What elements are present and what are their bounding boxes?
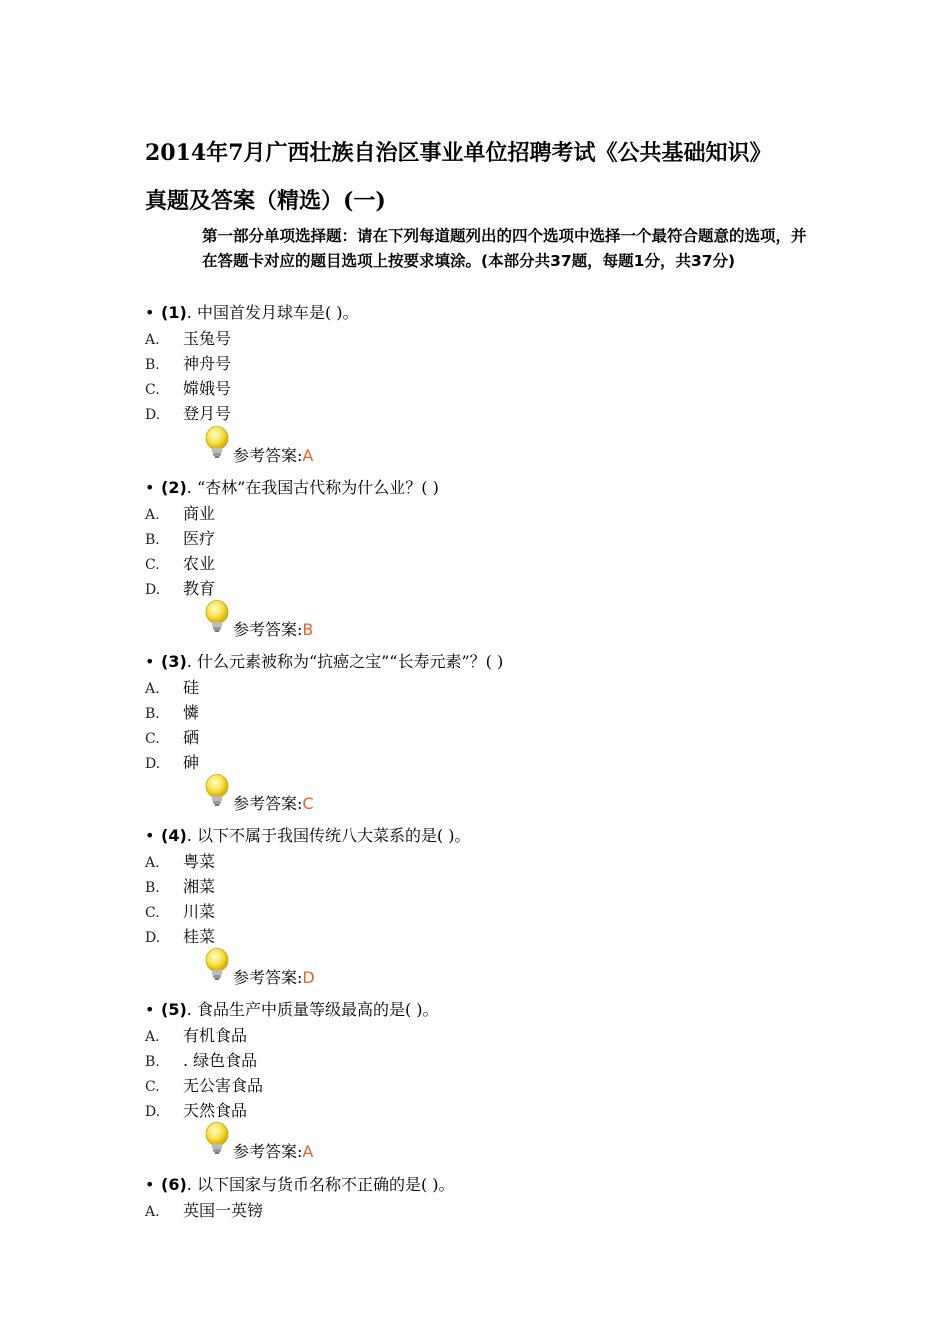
question-number: (1) xyxy=(161,303,187,322)
answer-value: D xyxy=(302,968,315,987)
answer-value: C xyxy=(302,794,314,813)
section-intro: 第一部分单项选择题：请在下列每道题列出的四个选项中选择一个最符合题意的选项，并在答题卡对应的题目选项上按要求填涂。(本部分共37题，每题1分，共37分) xyxy=(202,227,807,270)
lightbulb-icon xyxy=(203,1121,231,1157)
question-number: (5) xyxy=(161,1000,187,1019)
option-b: B. 医疗 xyxy=(145,529,216,548)
option-c: C. 农业 xyxy=(145,554,216,573)
option-c: C. 川菜 xyxy=(145,902,216,921)
option-d: D. 登月号 xyxy=(145,404,232,423)
option-c: C. 硒 xyxy=(145,728,200,747)
option-a: A. 英国一英镑 xyxy=(145,1201,264,1220)
option-d: D. 桂菜 xyxy=(145,927,216,946)
lightbulb-icon xyxy=(203,773,231,809)
option-d: D. 天然食品 xyxy=(145,1101,248,1120)
answer-label: 参考答案: xyxy=(233,446,303,465)
option-b: B. . 绿色食品 xyxy=(145,1051,258,1070)
option-a: A. 商业 xyxy=(145,504,216,523)
question-number: (3) xyxy=(161,652,187,671)
answer-block xyxy=(203,425,503,467)
bullet-icon: • xyxy=(145,478,155,497)
page-title-line-1: 2014年7月广西壮族自治区事业单位招聘考试《公共基础知识》 xyxy=(145,140,772,166)
option-a: A. 有机食品 xyxy=(145,1026,248,1045)
bullet-icon: • xyxy=(145,652,155,671)
question-number: (4) xyxy=(161,826,187,845)
question-5 xyxy=(145,997,785,1020)
lightbulb-icon xyxy=(203,599,231,635)
question-number: (6) xyxy=(161,1175,187,1194)
question-2 xyxy=(145,475,785,498)
answer-block xyxy=(203,773,503,815)
option-b: B. 憐 xyxy=(145,703,200,722)
answer-label: 参考答案: xyxy=(233,620,303,639)
answer-block xyxy=(203,599,503,641)
answer-block xyxy=(203,1121,503,1163)
option-a: A. 粤菜 xyxy=(145,852,216,871)
question-6 xyxy=(145,1172,785,1195)
answer-label: 参考答案: xyxy=(233,794,303,813)
question-text: . 以下国家与货币名称不正确的是( )。 xyxy=(186,1175,455,1194)
answer-label: 参考答案: xyxy=(233,968,303,987)
question-text: . 食品生产中质量等级最高的是( )。 xyxy=(186,1000,439,1019)
question-number: (2) xyxy=(161,478,187,497)
answer-value: A xyxy=(302,1142,314,1161)
bullet-icon: • xyxy=(145,826,155,845)
answer-block xyxy=(203,947,503,989)
question-text: . 以下不属于我国传统八大菜系的是( )。 xyxy=(186,826,471,845)
answer-value: B xyxy=(302,620,314,639)
option-c: C. 嫦娥号 xyxy=(145,379,232,398)
bullet-icon: • xyxy=(145,303,155,322)
question-4 xyxy=(145,823,785,846)
option-d: D. 砷 xyxy=(145,753,200,772)
bullet-icon: • xyxy=(145,1175,155,1194)
question-1 xyxy=(145,300,785,323)
lightbulb-icon xyxy=(203,947,231,983)
option-a: A. 硅 xyxy=(145,678,200,697)
question-text: . 中国首发月球车是( )。 xyxy=(186,303,359,322)
answer-value: A xyxy=(302,446,314,465)
page-title-line-2: 真题及答案（精选）(一) xyxy=(145,188,386,214)
option-b: B. 神舟号 xyxy=(145,354,232,373)
question-3 xyxy=(145,649,785,672)
option-d: D. 教育 xyxy=(145,579,216,598)
answer-label: 参考答案: xyxy=(233,1142,303,1161)
bullet-icon: • xyxy=(145,1000,155,1019)
option-a: A. 玉兔号 xyxy=(145,329,232,348)
question-text: . “杏林”在我国古代称为什么业？( ) xyxy=(186,478,439,497)
lightbulb-icon xyxy=(203,425,231,461)
option-c: C. 无公害食品 xyxy=(145,1076,264,1095)
option-b: B. 湘菜 xyxy=(145,877,216,896)
question-text: . 什么元素被称为“抗癌之宝”“长寿元素”？( ) xyxy=(186,652,504,671)
